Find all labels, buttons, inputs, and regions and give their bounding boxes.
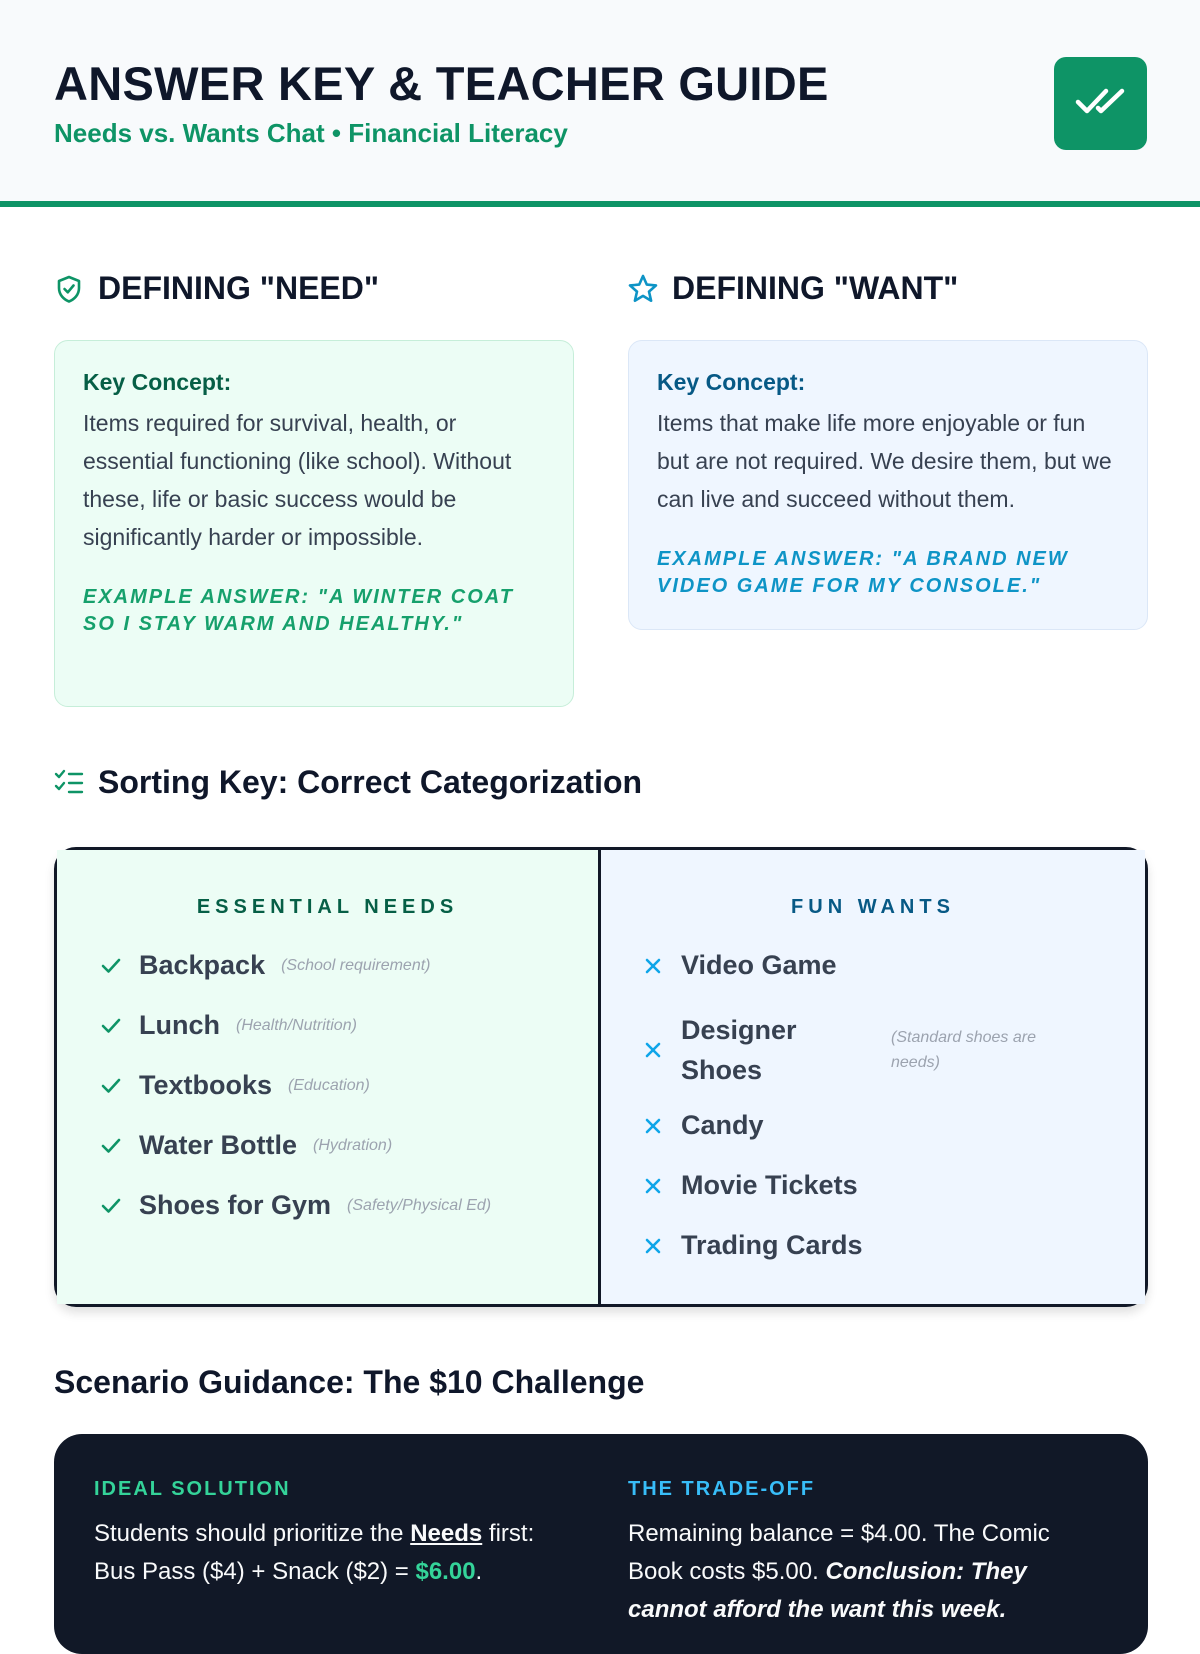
list-check-icon <box>54 768 84 798</box>
list-item <box>99 950 431 981</box>
list-item <box>99 1010 357 1041</box>
need-key-label: Key Concept: <box>83 369 232 395</box>
list-item <box>99 1130 392 1161</box>
x-icon <box>641 1038 665 1062</box>
scenario-card <box>54 1434 1148 1654</box>
want-key-label: Key Concept: <box>657 369 806 395</box>
wants-column <box>601 850 1145 1304</box>
ideal-solution-label: IDEAL SOLUTION <box>94 1478 291 1500</box>
need-heading-text: DEFINING "NEED" <box>98 270 380 306</box>
trade-off <box>628 1478 1098 1629</box>
star-icon <box>628 274 658 304</box>
x-icon <box>641 1234 665 1258</box>
want-item-note: (Standard shoes are needs) <box>891 1029 1036 1071</box>
want-heading-text: DEFINING "WANT" <box>672 270 959 306</box>
trade-off-text <box>628 1515 1098 1629</box>
want-definition: Items that make life more enjoyable or fun but are not required. We desire them, but we can live and succeed without them. <box>657 410 1112 512</box>
answer-key-badge <box>1054 57 1147 150</box>
need-item-name: Water Bottle <box>139 1130 298 1160</box>
need-item-name: Backpack <box>139 950 266 980</box>
total-amount: $6.00 <box>415 1558 476 1585</box>
need-item-name: Shoes for Gym <box>139 1190 332 1220</box>
wants-column-title: FUN WANTS <box>791 896 955 918</box>
list-item <box>641 1170 858 1201</box>
need-item-name: Lunch <box>139 1010 220 1040</box>
need-item-note: (Health/Nutrition) <box>236 1016 357 1034</box>
ideal-text-part: . <box>475 1558 483 1585</box>
need-definition: Items required for survival, health, or essential functioning (like school). Without these, life or basic success would be significantly harder or impossible. <box>83 410 512 550</box>
need-item-note: (Education) <box>288 1076 370 1094</box>
want-heading <box>628 270 958 307</box>
sorting-heading <box>54 764 642 801</box>
page-title: ANSWER KEY & TEACHER GUIDE <box>54 57 829 110</box>
needs-column-title: ESSENTIAL NEEDS <box>196 896 459 918</box>
trade-off-conclusion: Conclusion: They cannot afford the want this week. <box>628 1558 1027 1623</box>
shield-check-icon <box>54 274 84 304</box>
ideal-solution <box>94 1478 564 1591</box>
list-item <box>641 1010 1071 1090</box>
list-item <box>641 1230 863 1261</box>
page-header <box>0 0 1200 207</box>
list-item <box>99 1070 370 1101</box>
want-concept-card <box>628 340 1148 630</box>
need-item-note: (Safety/Physical Ed) <box>347 1196 492 1214</box>
check-icon <box>99 1014 123 1038</box>
sorting-heading-text: Sorting Key: Correct Categorization <box>98 764 643 800</box>
sorting-table <box>54 847 1148 1307</box>
trade-off-part: Remaining balance = $4.00. The Comic Book costs $5.00. <box>628 1520 1050 1585</box>
check-icon <box>99 1194 123 1218</box>
need-item-name: Textbooks <box>139 1070 273 1100</box>
ideal-solution-text <box>94 1515 564 1591</box>
want-item-name: Trading Cards <box>681 1230 863 1260</box>
list-item <box>99 1190 491 1221</box>
double-check-icon <box>1074 86 1128 121</box>
list-item <box>641 1110 764 1141</box>
want-item-name: Designer Shoes <box>681 1015 797 1085</box>
scenario-heading: Scenario Guidance: The $10 Challenge <box>54 1364 645 1400</box>
x-icon <box>641 1114 665 1138</box>
trade-off-label: THE TRADE-OFF <box>628 1478 816 1500</box>
needs-emphasis: Needs <box>410 1520 483 1547</box>
need-example: EXAMPLE ANSWER: "A WINTER COAT SO I STAY WARM AND HEALTHY." <box>83 586 514 635</box>
ideal-text-part: Students should prioritize the <box>94 1520 411 1547</box>
x-icon <box>641 954 665 978</box>
x-icon <box>641 1174 665 1198</box>
check-icon <box>99 1074 123 1098</box>
check-icon <box>99 954 123 978</box>
need-heading <box>54 270 379 307</box>
list-item <box>641 950 837 981</box>
need-item-note: (School requirement) <box>281 956 431 974</box>
ideal-text-part: first: Bus Pass ($4) + Snack ($2) = <box>94 1520 535 1585</box>
page-subtitle: Needs vs. Wants Chat • Financial Literacy <box>54 118 568 148</box>
want-item-name: Candy <box>681 1110 764 1140</box>
needs-column <box>57 850 601 1304</box>
want-example: EXAMPLE ANSWER: "A BRAND NEW VIDEO GAME FOR MY CONSOLE." <box>657 548 1069 597</box>
want-item-name: Movie Tickets <box>681 1170 858 1200</box>
check-icon <box>99 1134 123 1158</box>
need-item-note: (Hydration) <box>313 1136 393 1154</box>
want-item-name: Video Game <box>681 950 837 980</box>
need-concept-card <box>54 340 574 707</box>
